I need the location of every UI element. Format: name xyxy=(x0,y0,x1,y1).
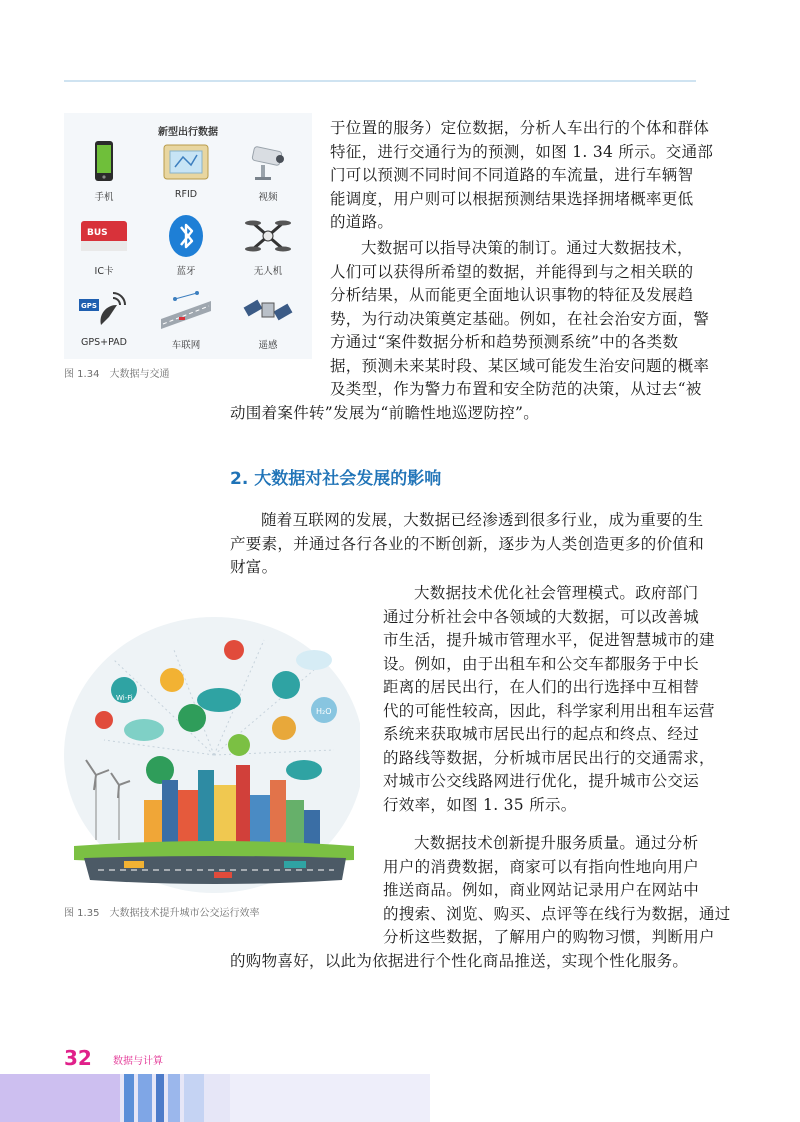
bus-icon xyxy=(284,861,306,868)
grid-item-label: RFID xyxy=(174,189,198,200)
grid-item-label: 手机 xyxy=(94,192,114,203)
grid-item-gps xyxy=(64,285,144,357)
grid-item-label: 遥感 xyxy=(258,340,278,351)
gear-icon xyxy=(272,716,296,740)
text-line: 的搜索、浏览、购买、点评等在线行为数据，通过 xyxy=(383,904,731,923)
bubble-text: Wi-Fi xyxy=(116,694,133,702)
grid-item-label: IC卡 xyxy=(94,266,114,277)
text-line: 随着互联网的发展，大数据已经渗透到很多行业，成为重要的生 xyxy=(261,511,704,529)
grid-item-video xyxy=(228,137,308,209)
grid-item-phone xyxy=(64,137,144,209)
text-line: 门可以预测不同时间不同道路的车流量，进行车辆智 xyxy=(330,166,694,184)
satellite-dish-icon xyxy=(79,287,129,333)
text-line: 势，为行动决策奠定基础。例如，在社会治安方面，警 xyxy=(330,309,710,328)
text-line: 据，预测未来某时段、某区域可能发生治安问题的概率 xyxy=(330,356,710,375)
text-line: 的道路。 xyxy=(330,213,394,231)
text-line: 人们可以获得所希望的数据，并能得到与之相关联的 xyxy=(330,262,694,281)
grid-item-iov xyxy=(146,285,226,357)
paragraph xyxy=(230,832,731,973)
grid-item-label: 蓝牙 xyxy=(176,266,196,277)
text-line: 于位置的服务）定位数据，分析人车出行的个体和群体 xyxy=(330,119,710,137)
text-line: 推送商品。例如，商业网站记录用户在网站中 xyxy=(383,881,700,899)
footer-decoration xyxy=(0,1074,430,1122)
text-line: 的路线等数据，分析城市居民出行的交通需求， xyxy=(383,748,715,767)
bus-card-icon xyxy=(79,213,129,259)
grid-item-remote-sensing xyxy=(228,285,308,357)
lightbulb-icon xyxy=(160,668,184,692)
cctv-camera-icon xyxy=(243,139,293,185)
text-line: 特征，进行交通行为的预测，如图 1. 34 所示。交通部 xyxy=(330,142,714,161)
drone-icon xyxy=(243,213,293,259)
figure-1-34 xyxy=(64,113,312,359)
bubble-text: H₂O xyxy=(316,707,332,716)
text-line: 距离的居民出行，在人们的出行选择中互相替 xyxy=(383,678,700,696)
text-line: 设。例如，由于出租车和公交车都服务于中长 xyxy=(383,654,700,673)
figure-1-35 xyxy=(64,610,360,900)
section-heading: 2. 大数据对社会发展的影响 xyxy=(230,469,442,489)
bluetooth-icon xyxy=(161,213,211,259)
phone-icon xyxy=(79,139,129,185)
text-line: 通过分析社会中各领域的大数据，可以改善城 xyxy=(383,607,700,626)
text-line: 方通过“案件数据分析和趋势预测系统”中的各类数 xyxy=(330,333,679,351)
text-line: 产要素，并通过各行各业的不断创新，逐步为人类创造更多的价值和 xyxy=(230,534,705,553)
paragraph xyxy=(330,117,714,235)
text-line: 大数据可以指导决策的制订。通过大数据技术， xyxy=(361,239,693,257)
text-line: 分析结果，从而能更全面地认识事物的特征及发展趋 xyxy=(330,286,694,304)
text-line: 代的可能性较高，因此，科学家利用出租车运营 xyxy=(383,701,715,720)
recycle-icon xyxy=(272,671,300,699)
text-line: 行效率，如图 1. 35 所示。 xyxy=(383,795,577,814)
rfid-tag-icon xyxy=(161,139,211,185)
grid-item-bluetooth xyxy=(146,211,226,283)
text-line: 财富。 xyxy=(230,558,278,576)
grid-item-label: GPS+PAD xyxy=(80,337,127,348)
cloud-icon xyxy=(124,719,164,741)
text-line: 能调度，用户则可以根据预测结果选择拥堵概率更低 xyxy=(330,189,694,208)
text-line: 分析这些数据，了解用户的购物习惯，判断用户 xyxy=(383,928,715,946)
text-line: 用户的消费数据，商家可以有指向性地向用户 xyxy=(383,857,700,876)
bus-icon xyxy=(124,861,144,868)
bus-card-text: BUS xyxy=(87,228,108,238)
text-line: 大数据技术优化社会管理模式。政府部门 xyxy=(414,584,699,602)
cloud-icon xyxy=(286,760,322,780)
recycle-icon xyxy=(178,704,206,732)
page-number: 32 xyxy=(64,1046,92,1070)
grid-item-rfid xyxy=(146,137,226,209)
figure-caption: 图 1.34 大数据与交通 xyxy=(64,369,170,380)
grid-item-label: 车联网 xyxy=(171,340,201,351)
grid-item-label: 视频 xyxy=(258,192,278,203)
text-line: 大数据技术创新提升服务质量。通过分析 xyxy=(414,834,699,852)
car-icon xyxy=(214,872,232,878)
gps-badge-text: GPS xyxy=(81,302,97,310)
text-line: 的购物喜好，以此为依据进行个性化商品推送，实现个性化服务。 xyxy=(230,951,689,970)
cloud-icon xyxy=(296,650,332,670)
grid-item-drone xyxy=(228,211,308,283)
recycle-icon xyxy=(146,756,174,784)
cloud-icon xyxy=(197,688,241,712)
text-line: 动围着案件转”发展为“前瞻性地巡逻防控”。 xyxy=(230,403,540,422)
chat-bubble-icon xyxy=(224,640,244,660)
text-line: 系统来获取城市居民出行的起点和终点、经过 xyxy=(383,725,700,743)
text-line: 对城市公交线路网进行优化，提升城市公交运 xyxy=(383,772,700,790)
running-title: 数据与计算 xyxy=(113,1056,163,1067)
text-line: 市生活，提升城市管理水平，促进智慧城市的建 xyxy=(383,631,715,649)
leaf-icon xyxy=(228,734,250,756)
header-rule xyxy=(64,80,696,82)
figure-caption: 图 1.35 大数据技术提升城市公交运行效率 xyxy=(64,908,260,919)
paragraph xyxy=(230,509,705,580)
grid-item-label: 无人机 xyxy=(253,266,283,277)
paragraph xyxy=(383,582,715,817)
figure-title: 新型出行数据 xyxy=(158,127,218,138)
text-line: 及类型，作为警力布置和安全防范的决策，从过去“被 xyxy=(330,380,702,398)
satellite-icon xyxy=(243,287,293,333)
connected-road-icon xyxy=(161,287,211,333)
grid-item-ic-card xyxy=(64,211,144,283)
